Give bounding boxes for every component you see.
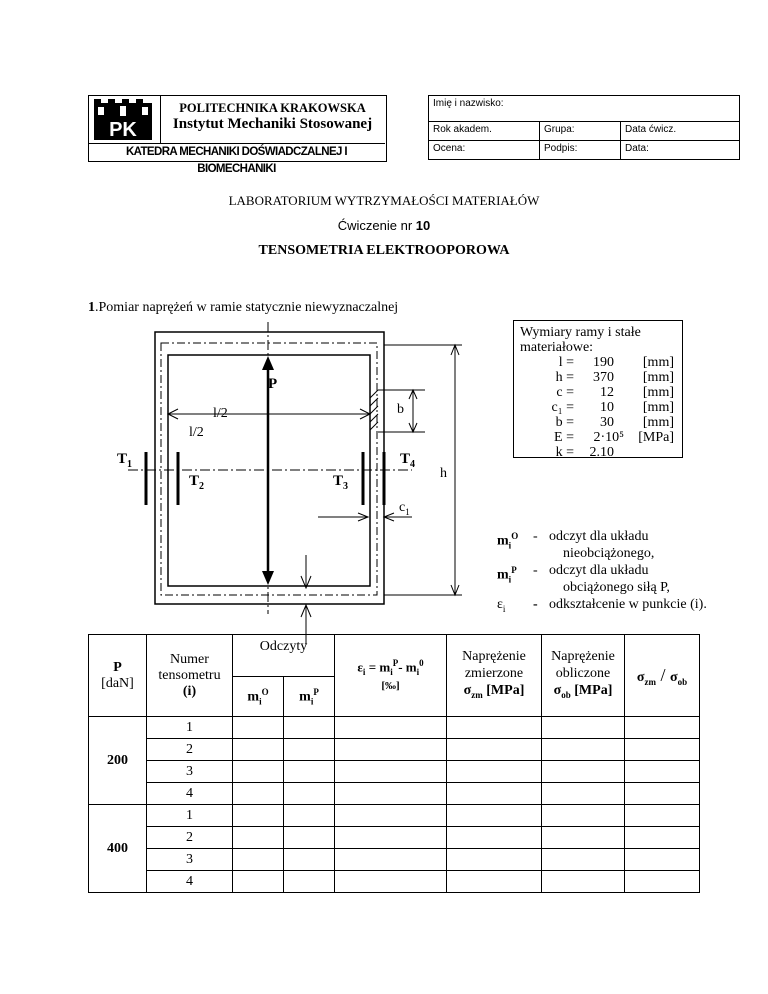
c1-label: $c_1$	[399, 500, 410, 517]
legend-item: $m_i^P$ - odczyt dla układu obciążonego siłą P,	[497, 563, 670, 595]
input-cell[interactable]	[625, 739, 700, 761]
input-cell[interactable]	[335, 805, 447, 827]
input-cell[interactable]	[233, 871, 284, 893]
input-cell[interactable]	[542, 717, 625, 739]
col-header-mp: $m_i^P$	[284, 677, 335, 717]
col-header-measured: Naprężenie zmierzone $\sigma_{zm}$ [MPa]	[447, 635, 542, 717]
load-cell: 200	[89, 717, 147, 805]
input-cell[interactable]	[284, 783, 335, 805]
gauge-number-cell: 4	[147, 871, 233, 893]
h-label: h	[440, 466, 447, 481]
col-header-calculated: Naprężenie obliczone $\sigma_{ob}$ [MPa]	[542, 635, 625, 717]
input-cell[interactable]	[447, 805, 542, 827]
params-heading-2: materiałowe:	[520, 340, 594, 355]
input-cell[interactable]	[335, 871, 447, 893]
col-header-strain: $\varepsilon_i = m_i^P-$ $m_i^0$ [‰]	[335, 635, 447, 717]
input-cell[interactable]	[335, 849, 447, 871]
input-cell[interactable]	[542, 827, 625, 849]
section-text: .Pomiar naprężeń w ramie statycznie niewyznaczalnej	[95, 300, 399, 315]
input-cell[interactable]	[233, 717, 284, 739]
input-cell[interactable]	[542, 761, 625, 783]
grade-label: Ocena:	[433, 143, 466, 154]
gauge-number-cell: 3	[147, 849, 233, 871]
input-cell[interactable]	[542, 805, 625, 827]
university-name: POLITECHNIKA KRAKOWSKA	[179, 101, 366, 115]
col-header-p: P [daN]	[89, 635, 147, 717]
param-row: b = 30 [mm]	[555, 415, 674, 430]
param-row: l = 190 [mm]	[558, 355, 674, 370]
gauge-t3-label: $T_3$	[333, 473, 349, 492]
parameters-box	[513, 320, 683, 458]
gauge-number-cell: 1	[147, 805, 233, 827]
legend-item: $\varepsilon_i$ - odkształcenie w punkcie (i).	[497, 597, 707, 614]
name-label: Imię i nazwisko:	[433, 98, 504, 109]
input-cell[interactable]	[625, 827, 700, 849]
table-row	[89, 761, 700, 783]
frame-outer	[155, 332, 384, 604]
input-cell[interactable]	[447, 827, 542, 849]
param-row: c = 12 [mm]	[556, 385, 674, 400]
table-row	[89, 827, 700, 849]
input-cell[interactable]	[335, 761, 447, 783]
b-label: b	[397, 402, 404, 417]
gauge-t1-label: $T_1$	[117, 451, 133, 470]
input-cell[interactable]	[542, 849, 625, 871]
gauge-number-cell: 3	[147, 761, 233, 783]
param-row: k = 2.10	[555, 445, 614, 460]
gauge-number-cell: 1	[147, 717, 233, 739]
input-cell[interactable]	[447, 871, 542, 893]
input-cell[interactable]	[542, 783, 625, 805]
col-header-m0: $m_i^O$	[233, 677, 284, 717]
department-name: KATEDRA MECHANIKI DOŚWIADCZALNEJ I BIOMECHANIKI	[88, 143, 385, 161]
table-row	[89, 783, 700, 805]
half-l-label-a: l/2	[213, 406, 228, 421]
gauge-number-cell: 2	[147, 739, 233, 761]
input-cell[interactable]	[284, 805, 335, 827]
input-cell[interactable]	[284, 827, 335, 849]
table-row	[89, 739, 700, 761]
legend	[497, 528, 707, 618]
input-cell[interactable]	[233, 739, 284, 761]
input-cell[interactable]	[335, 827, 447, 849]
input-cell[interactable]	[625, 805, 700, 827]
input-cell[interactable]	[284, 849, 335, 871]
half-l-label-b: l/2	[189, 425, 204, 440]
group-label: Grupa:	[544, 124, 575, 135]
table-row	[89, 871, 700, 893]
year-label: Rok akadem.	[433, 124, 492, 135]
input-cell[interactable]	[284, 761, 335, 783]
input-cell[interactable]	[542, 739, 625, 761]
col-header-ratio: $\sigma_{zm} / \sigma_{ob}$	[625, 635, 700, 717]
institute-name: Instytut Mechaniki Stosowanej	[172, 116, 373, 132]
exercise-date-label: Data ćwicz.	[625, 124, 677, 135]
input-cell[interactable]	[335, 739, 447, 761]
input-cell[interactable]	[284, 717, 335, 739]
input-cell[interactable]	[447, 849, 542, 871]
param-row: E = 2·10⁵ [MPa]	[554, 430, 674, 445]
section-number: 1	[88, 300, 95, 315]
input-cell[interactable]	[233, 827, 284, 849]
input-cell[interactable]	[233, 783, 284, 805]
table-row	[89, 849, 700, 871]
gauge-number-cell: 4	[147, 783, 233, 805]
col-header-gauge: Numer tensometru (i)	[147, 635, 233, 717]
exercise-prefix: Ćwiczenie nr	[337, 218, 416, 233]
lab-title: LABORATORIUM WYTRZYMAŁOŚCI MATERIAŁÓW	[228, 193, 540, 208]
input-cell[interactable]	[447, 739, 542, 761]
input-cell[interactable]	[625, 717, 700, 739]
signature-label: Podpis:	[544, 143, 578, 154]
load-cell: 400	[89, 805, 147, 893]
date-label: Data:	[625, 143, 649, 154]
exercise-number-value: 10	[415, 218, 431, 233]
input-cell[interactable]	[233, 805, 284, 827]
svg-text:PK: PK	[109, 119, 137, 141]
input-cell[interactable]	[625, 761, 700, 783]
input-cell[interactable]	[335, 783, 447, 805]
param-row: h = 370 [mm]	[555, 370, 674, 385]
load-label: P	[268, 376, 278, 392]
gauge-number-cell: 2	[147, 827, 233, 849]
input-cell[interactable]	[625, 783, 700, 805]
input-cell[interactable]	[233, 849, 284, 871]
param-row: c₁ = 10 [mm]	[551, 400, 674, 415]
input-cell[interactable]	[625, 871, 700, 893]
legend-item: $m_i^O$ - odczyt dla układu nieobciążonego,	[497, 529, 655, 561]
input-cell[interactable]	[447, 717, 542, 739]
params-heading-1: Wymiary ramy i stałe	[520, 325, 641, 340]
input-cell[interactable]	[625, 849, 700, 871]
col-header-readings: Odczyty	[233, 635, 335, 677]
table-header-row	[89, 635, 700, 677]
readings-table	[88, 634, 700, 893]
table-row	[89, 717, 700, 739]
input-cell[interactable]	[335, 717, 447, 739]
input-cell[interactable]	[447, 783, 542, 805]
input-cell[interactable]	[542, 871, 625, 893]
gauge-t4-label: $T_4$	[400, 451, 416, 470]
input-cell[interactable]	[233, 761, 284, 783]
input-cell[interactable]	[284, 871, 335, 893]
input-cell[interactable]	[447, 761, 542, 783]
topic-title: TENSOMETRIA ELEKTROOPOROWA	[258, 243, 510, 258]
table-row	[89, 805, 700, 827]
gauge-t2-label: $T_2$	[189, 473, 205, 492]
input-cell[interactable]	[284, 739, 335, 761]
